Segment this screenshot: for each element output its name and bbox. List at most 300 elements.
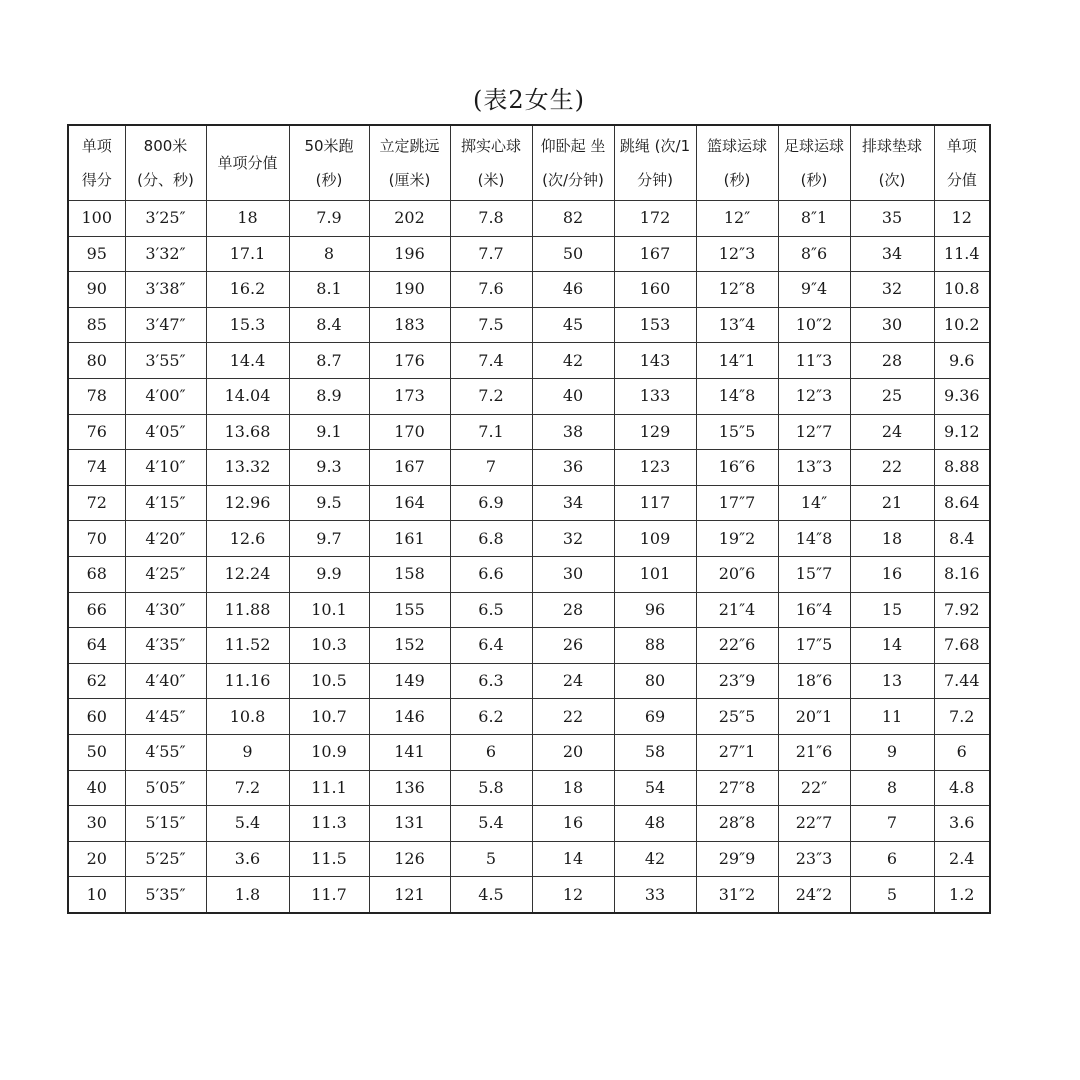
table-cell: 100 — [68, 201, 125, 237]
column-header-line: 篮球运球 — [706, 137, 767, 155]
table-cell: 22 — [850, 450, 934, 486]
table-cell: 13.32 — [206, 450, 289, 486]
table-cell: 153 — [614, 307, 696, 343]
table-cell: 5′15″ — [125, 806, 206, 842]
table-cell: 17″7 — [696, 485, 778, 521]
table-cell: 143 — [614, 343, 696, 379]
table-cell: 6 — [450, 734, 532, 770]
table-cell: 183 — [369, 307, 450, 343]
table-cell: 9.36 — [934, 378, 990, 414]
table-cell: 21 — [850, 485, 934, 521]
table-cell: 32 — [850, 272, 934, 308]
column-header-line: 单项 — [81, 137, 112, 155]
table-cell: 54 — [614, 770, 696, 806]
table-cell: 8 — [289, 236, 369, 272]
table-row — [68, 663, 990, 699]
table-cell: 7.5 — [450, 307, 532, 343]
table-cell: 6.8 — [450, 521, 532, 557]
table-cell: 11.88 — [206, 592, 289, 628]
table-cell: 4′15″ — [125, 485, 206, 521]
table-cell: 40 — [68, 770, 125, 806]
table-cell: 172 — [614, 201, 696, 237]
table-cell: 4′10″ — [125, 450, 206, 486]
table-cell: 202 — [369, 201, 450, 237]
table-cell: 26 — [532, 628, 614, 664]
table-cell: 7.8 — [450, 201, 532, 237]
table-cell: 8.4 — [289, 307, 369, 343]
table-cell: 18″6 — [778, 663, 850, 699]
table-cell: 60 — [68, 699, 125, 735]
column-header — [68, 125, 125, 201]
table-cell: 7.92 — [934, 592, 990, 628]
column-header — [696, 125, 778, 201]
table-cell: 96 — [614, 592, 696, 628]
table-cell: 149 — [369, 663, 450, 699]
table-cell: 50 — [532, 236, 614, 272]
table-cell: 45 — [532, 307, 614, 343]
table-cell: 4′00″ — [125, 378, 206, 414]
table-cell: 18 — [206, 201, 289, 237]
table-cell: 11.7 — [289, 877, 369, 913]
table-cell: 18 — [850, 521, 934, 557]
table-cell: 12.96 — [206, 485, 289, 521]
table-cell: 14″ — [778, 485, 850, 521]
table-cell: 155 — [369, 592, 450, 628]
table-cell: 16 — [532, 806, 614, 842]
table-cell: 20 — [532, 734, 614, 770]
table-cell: 20″6 — [696, 556, 778, 592]
table-row — [68, 628, 990, 664]
table-cell: 18 — [532, 770, 614, 806]
column-header — [450, 125, 532, 201]
table-cell: 7 — [850, 806, 934, 842]
table-cell: 1.8 — [206, 877, 289, 913]
table-cell: 167 — [614, 236, 696, 272]
table-cell: 22″ — [778, 770, 850, 806]
table-cell: 14.04 — [206, 378, 289, 414]
table-cell: 85 — [68, 307, 125, 343]
column-header — [778, 125, 850, 201]
table-cell: 15.3 — [206, 307, 289, 343]
table-cell: 1.2 — [934, 877, 990, 913]
table-cell: 9.7 — [289, 521, 369, 557]
table-cell: 72 — [68, 485, 125, 521]
table-cell: 6 — [850, 841, 934, 877]
column-header-line: (次) — [878, 171, 906, 189]
column-header — [614, 125, 696, 201]
table-cell: 22″7 — [778, 806, 850, 842]
table-cell: 8 — [850, 770, 934, 806]
column-header-line: 得分 — [81, 171, 112, 189]
table-row — [68, 770, 990, 806]
table-cell: 69 — [614, 699, 696, 735]
column-header-line: (厘米) — [388, 171, 431, 189]
table-cell: 24 — [532, 663, 614, 699]
table-cell: 196 — [369, 236, 450, 272]
table-row — [68, 734, 990, 770]
table-cell: 109 — [614, 521, 696, 557]
table-cell: 35 — [850, 201, 934, 237]
table-cell: 5.8 — [450, 770, 532, 806]
table-cell: 133 — [614, 378, 696, 414]
table-cell: 4.8 — [934, 770, 990, 806]
table-cell: 8″6 — [778, 236, 850, 272]
table-cell: 14 — [532, 841, 614, 877]
column-header-line: 分钟) — [637, 171, 673, 189]
table-cell: 101 — [614, 556, 696, 592]
table-cell: 6.5 — [450, 592, 532, 628]
table-cell: 23″9 — [696, 663, 778, 699]
table-cell: 5.4 — [450, 806, 532, 842]
table-cell: 161 — [369, 521, 450, 557]
table-cell: 7.2 — [934, 699, 990, 735]
table-cell: 3′38″ — [125, 272, 206, 308]
table-row — [68, 307, 990, 343]
table-cell: 190 — [369, 272, 450, 308]
table-cell: 5′35″ — [125, 877, 206, 913]
table-cell: 6 — [934, 734, 990, 770]
table-cell: 12″3 — [696, 236, 778, 272]
table-cell: 16 — [850, 556, 934, 592]
table-cell: 46 — [532, 272, 614, 308]
table-cell: 8.7 — [289, 343, 369, 379]
table-cell: 4.5 — [450, 877, 532, 913]
table-row — [68, 378, 990, 414]
table-row — [68, 414, 990, 450]
table-cell: 14.4 — [206, 343, 289, 379]
column-header-line: (次/分钟) — [542, 171, 604, 189]
table-cell: 170 — [369, 414, 450, 450]
table-cell: 68 — [68, 556, 125, 592]
table-row — [68, 521, 990, 557]
table-cell: 12″8 — [696, 272, 778, 308]
table-cell: 36 — [532, 450, 614, 486]
table-cell: 64 — [68, 628, 125, 664]
table-cell: 8.9 — [289, 378, 369, 414]
table-cell: 80 — [614, 663, 696, 699]
table-cell: 19″2 — [696, 521, 778, 557]
table-cell: 30 — [68, 806, 125, 842]
table-cell: 16.2 — [206, 272, 289, 308]
table-cell: 4′55″ — [125, 734, 206, 770]
table-cell: 9.3 — [289, 450, 369, 486]
table-cell: 14″8 — [696, 378, 778, 414]
table-cell: 20 — [68, 841, 125, 877]
table-cell: 62 — [68, 663, 125, 699]
table-cell: 16″4 — [778, 592, 850, 628]
table-cell: 3.6 — [934, 806, 990, 842]
table-cell: 58 — [614, 734, 696, 770]
table-cell: 6.4 — [450, 628, 532, 664]
table-cell: 38 — [532, 414, 614, 450]
table-cell: 117 — [614, 485, 696, 521]
table-title: (表2女生) — [473, 86, 585, 114]
table-header — [68, 125, 990, 201]
column-header-line: (分、秒) — [137, 171, 194, 189]
table-cell: 22 — [532, 699, 614, 735]
table-cell: 136 — [369, 770, 450, 806]
column-header-line: 50米跑 — [304, 137, 354, 155]
column-header-line: (秒) — [723, 171, 751, 189]
table-row — [68, 485, 990, 521]
table-cell: 12″ — [696, 201, 778, 237]
table-cell: 12 — [934, 201, 990, 237]
table-body — [68, 201, 990, 913]
table-cell: 11.16 — [206, 663, 289, 699]
table-cell: 11.1 — [289, 770, 369, 806]
table-cell: 8.1 — [289, 272, 369, 308]
table-cell: 82 — [532, 201, 614, 237]
column-header-line: 跳绳 (次/1 — [619, 137, 691, 155]
table-cell: 4′40″ — [125, 663, 206, 699]
table-cell: 76 — [68, 414, 125, 450]
column-header — [289, 125, 369, 201]
table-cell: 9.9 — [289, 556, 369, 592]
table-cell: 5 — [450, 841, 532, 877]
score-table — [67, 124, 991, 914]
table-row — [68, 806, 990, 842]
table-cell: 66 — [68, 592, 125, 628]
table-cell: 10.7 — [289, 699, 369, 735]
table-cell: 31″2 — [696, 877, 778, 913]
column-header-line: (秒) — [315, 171, 343, 189]
column-header — [369, 125, 450, 201]
table-cell: 13 — [850, 663, 934, 699]
table-cell: 4′45″ — [125, 699, 206, 735]
table-cell: 9″4 — [778, 272, 850, 308]
table-cell: 131 — [369, 806, 450, 842]
table-cell: 6.2 — [450, 699, 532, 735]
table-cell: 17.1 — [206, 236, 289, 272]
table-cell: 4′30″ — [125, 592, 206, 628]
table-cell: 13″3 — [778, 450, 850, 486]
table-row — [68, 272, 990, 308]
table-cell: 80 — [68, 343, 125, 379]
table-cell: 10.1 — [289, 592, 369, 628]
table-cell: 3′55″ — [125, 343, 206, 379]
table-row — [68, 841, 990, 877]
table-cell: 9.5 — [289, 485, 369, 521]
table-cell: 16″6 — [696, 450, 778, 486]
table-cell: 8.88 — [934, 450, 990, 486]
table-cell: 27″1 — [696, 734, 778, 770]
table-cell: 11 — [850, 699, 934, 735]
table-cell: 3.6 — [206, 841, 289, 877]
table-cell: 5.4 — [206, 806, 289, 842]
table-cell: 10.3 — [289, 628, 369, 664]
table-cell: 27″8 — [696, 770, 778, 806]
table-row — [68, 343, 990, 379]
table-cell: 7.2 — [206, 770, 289, 806]
table-cell: 10.8 — [934, 272, 990, 308]
table-cell: 29″9 — [696, 841, 778, 877]
header-row — [68, 125, 990, 201]
table-cell: 90 — [68, 272, 125, 308]
table-cell: 12″3 — [778, 378, 850, 414]
table-cell: 129 — [614, 414, 696, 450]
table-cell: 28 — [532, 592, 614, 628]
table-cell: 158 — [369, 556, 450, 592]
table-cell: 11.3 — [289, 806, 369, 842]
table-cell: 10.2 — [934, 307, 990, 343]
table-cell: 7.6 — [450, 272, 532, 308]
table-cell: 4′25″ — [125, 556, 206, 592]
table-cell: 3′25″ — [125, 201, 206, 237]
column-header-line: 立定跳远 — [379, 137, 440, 155]
column-header — [934, 125, 990, 201]
column-header-line: (秒) — [800, 171, 828, 189]
table-cell: 48 — [614, 806, 696, 842]
column-header-line: 单项 — [946, 137, 977, 155]
table-cell: 7.1 — [450, 414, 532, 450]
table-cell: 4′20″ — [125, 521, 206, 557]
table-cell: 24″2 — [778, 877, 850, 913]
table-cell: 50 — [68, 734, 125, 770]
table-cell: 7.4 — [450, 343, 532, 379]
table-cell: 14″1 — [696, 343, 778, 379]
table-cell: 15″7 — [778, 556, 850, 592]
table-row — [68, 592, 990, 628]
table-cell: 42 — [532, 343, 614, 379]
table-cell: 88 — [614, 628, 696, 664]
table-cell: 95 — [68, 236, 125, 272]
column-header-line: 800米 — [143, 137, 188, 155]
table-cell: 2.4 — [934, 841, 990, 877]
table-cell: 10.8 — [206, 699, 289, 735]
table-cell: 9.6 — [934, 343, 990, 379]
table-cell: 32 — [532, 521, 614, 557]
table-cell: 11.4 — [934, 236, 990, 272]
column-header-line: 仰卧起 坐 — [540, 137, 606, 155]
table-cell: 123 — [614, 450, 696, 486]
table-cell: 33 — [614, 877, 696, 913]
column-header-line: 单项分值 — [217, 154, 278, 172]
table-cell: 10.9 — [289, 734, 369, 770]
table-cell: 167 — [369, 450, 450, 486]
table-row — [68, 556, 990, 592]
table-cell: 7 — [450, 450, 532, 486]
table-cell: 5 — [850, 877, 934, 913]
table-row — [68, 201, 990, 237]
column-header-line: (米) — [477, 171, 505, 189]
table-cell: 6.9 — [450, 485, 532, 521]
table-cell: 10.5 — [289, 663, 369, 699]
table-cell: 4′35″ — [125, 628, 206, 664]
table-cell: 160 — [614, 272, 696, 308]
table-cell: 8.16 — [934, 556, 990, 592]
table-cell: 126 — [369, 841, 450, 877]
table-cell: 10 — [68, 877, 125, 913]
column-header — [125, 125, 206, 201]
table-row — [68, 877, 990, 913]
table-cell: 4′05″ — [125, 414, 206, 450]
table-cell: 11.52 — [206, 628, 289, 664]
table-cell: 78 — [68, 378, 125, 414]
table-cell: 21″6 — [778, 734, 850, 770]
table-cell: 21″4 — [696, 592, 778, 628]
table-cell: 74 — [68, 450, 125, 486]
table-cell: 25 — [850, 378, 934, 414]
table-cell: 20″1 — [778, 699, 850, 735]
table-cell: 7.68 — [934, 628, 990, 664]
table-cell: 7.9 — [289, 201, 369, 237]
column-header-line: 掷实心球 — [460, 137, 521, 155]
column-header — [850, 125, 934, 201]
column-header-line: 分值 — [946, 171, 977, 189]
table-cell: 13.68 — [206, 414, 289, 450]
table-cell: 9 — [850, 734, 934, 770]
table-cell: 173 — [369, 378, 450, 414]
table-cell: 3′32″ — [125, 236, 206, 272]
table-cell: 13″4 — [696, 307, 778, 343]
table-cell: 5′05″ — [125, 770, 206, 806]
table-cell: 70 — [68, 521, 125, 557]
table-cell: 7.44 — [934, 663, 990, 699]
table-cell: 164 — [369, 485, 450, 521]
table-cell: 7.7 — [450, 236, 532, 272]
table-cell: 14″8 — [778, 521, 850, 557]
column-header-line: 足球运球 — [783, 137, 844, 155]
table-cell: 8.64 — [934, 485, 990, 521]
table-cell: 176 — [369, 343, 450, 379]
table-cell: 11.5 — [289, 841, 369, 877]
table-cell: 15″5 — [696, 414, 778, 450]
table-cell: 11″3 — [778, 343, 850, 379]
table-row — [68, 699, 990, 735]
table-cell: 12 — [532, 877, 614, 913]
table-cell: 10″2 — [778, 307, 850, 343]
table-cell: 9 — [206, 734, 289, 770]
table-cell: 7.2 — [450, 378, 532, 414]
table-cell: 8″1 — [778, 201, 850, 237]
table-cell: 34 — [532, 485, 614, 521]
column-header — [206, 125, 289, 201]
table-cell: 9.1 — [289, 414, 369, 450]
table-cell: 8.4 — [934, 521, 990, 557]
table-cell: 14 — [850, 628, 934, 664]
table-cell: 12.6 — [206, 521, 289, 557]
table-cell: 30 — [850, 307, 934, 343]
table-row — [68, 236, 990, 272]
table-cell: 6.3 — [450, 663, 532, 699]
table-cell: 28 — [850, 343, 934, 379]
table-cell: 12.24 — [206, 556, 289, 592]
table-cell: 146 — [369, 699, 450, 735]
table-cell: 22″6 — [696, 628, 778, 664]
table-cell: 3′47″ — [125, 307, 206, 343]
table-cell: 152 — [369, 628, 450, 664]
table-cell: 6.6 — [450, 556, 532, 592]
table-cell: 9.12 — [934, 414, 990, 450]
table-cell: 23″3 — [778, 841, 850, 877]
table-cell: 121 — [369, 877, 450, 913]
table-cell: 28″8 — [696, 806, 778, 842]
table-cell: 5′25″ — [125, 841, 206, 877]
table-cell: 40 — [532, 378, 614, 414]
table-row — [68, 450, 990, 486]
table-cell: 30 — [532, 556, 614, 592]
table-cell: 12″7 — [778, 414, 850, 450]
table-cell: 42 — [614, 841, 696, 877]
table-cell: 24 — [850, 414, 934, 450]
table-cell: 17″5 — [778, 628, 850, 664]
column-header-line: 排球垫球 — [861, 137, 922, 155]
table-cell: 25″5 — [696, 699, 778, 735]
column-header — [532, 125, 614, 201]
table-cell: 15 — [850, 592, 934, 628]
table-cell: 141 — [369, 734, 450, 770]
table-cell: 34 — [850, 236, 934, 272]
